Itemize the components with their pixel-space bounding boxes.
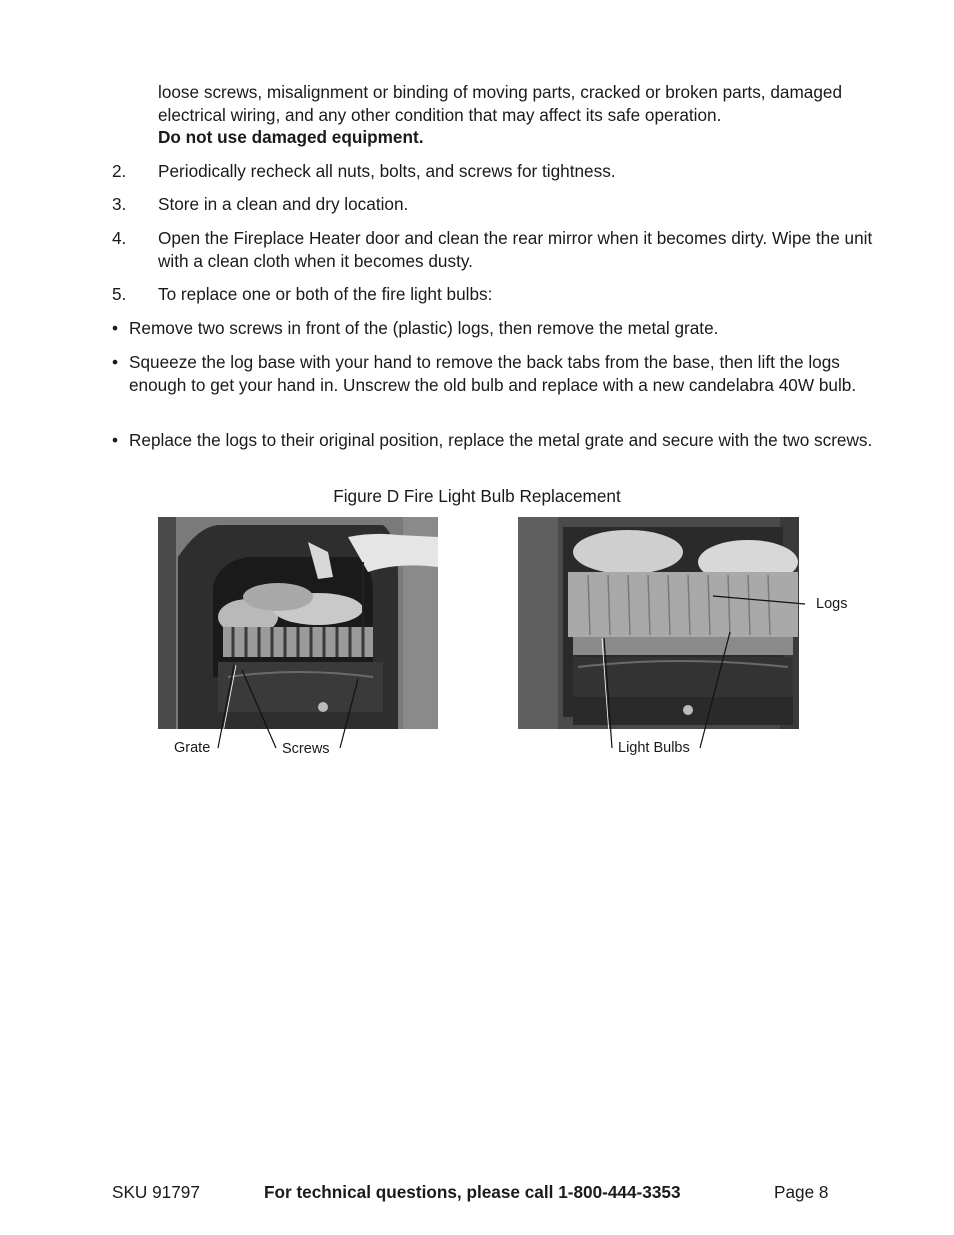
bullet-marker: • bbox=[112, 318, 119, 338]
continuation-paragraph bbox=[158, 81, 873, 149]
bullet-remove-screws: Remove two screws in front of the (plastic) logs, then remove the metal grate. bbox=[129, 318, 719, 338]
bullet-replace-logs: Replace the logs to their original position, replace the metal grate and secure with the two screws. bbox=[129, 430, 873, 450]
bullet-replace-bulb: Squeeze the log base with your hand to remove the back tabs from the base, then lift the logs enough to get your hand in. Unscrew the old bulb and replace with a new candelabra 40W bulb. bbox=[129, 352, 857, 395]
footer-page-number: Page 8 bbox=[774, 1182, 829, 1202]
damage-warning: Do not use damaged equipment. bbox=[158, 127, 424, 147]
bullet-marker: • bbox=[112, 352, 119, 372]
step-text-3: Store in a clean and dry location. bbox=[158, 194, 409, 214]
figure-caption: Figure D Fire Light Bulb Replacement bbox=[333, 486, 621, 506]
footer-sku: SKU 91797 bbox=[112, 1182, 200, 1202]
step-number-2: 2. bbox=[112, 161, 127, 181]
bullet-marker: • bbox=[112, 430, 119, 450]
footer-support: For technical questions, please call 1-800-444-3353 bbox=[264, 1182, 681, 1202]
label-light-bulbs: Light Bulbs bbox=[618, 740, 690, 756]
label-logs: Logs bbox=[816, 596, 848, 612]
label-screws: Screws bbox=[282, 741, 330, 757]
right-photo-leader-lines bbox=[518, 560, 818, 755]
continuation-text: loose screws, misalignment or binding of moving parts, cracked or broken parts, damaged electrical wiring, and any other condition that may affect its safe operation. bbox=[158, 82, 843, 125]
step-number-3: 3. bbox=[112, 194, 127, 214]
step-number-4: 4. bbox=[112, 228, 127, 248]
step-text-2: Periodically recheck all nuts, bolts, and screws for tightness. bbox=[158, 161, 616, 181]
left-photo-leader-lines bbox=[158, 640, 358, 755]
step-number-5: 5. bbox=[112, 284, 127, 304]
step-text-4: Open the Fireplace Heater door and clean the rear mirror when it becomes dirty. Wipe the unit with a clean cloth when it becomes dusty. bbox=[158, 228, 873, 271]
label-grate: Grate bbox=[174, 740, 211, 756]
step-text-5: To replace one or both of the fire light bulbs: bbox=[158, 284, 493, 304]
